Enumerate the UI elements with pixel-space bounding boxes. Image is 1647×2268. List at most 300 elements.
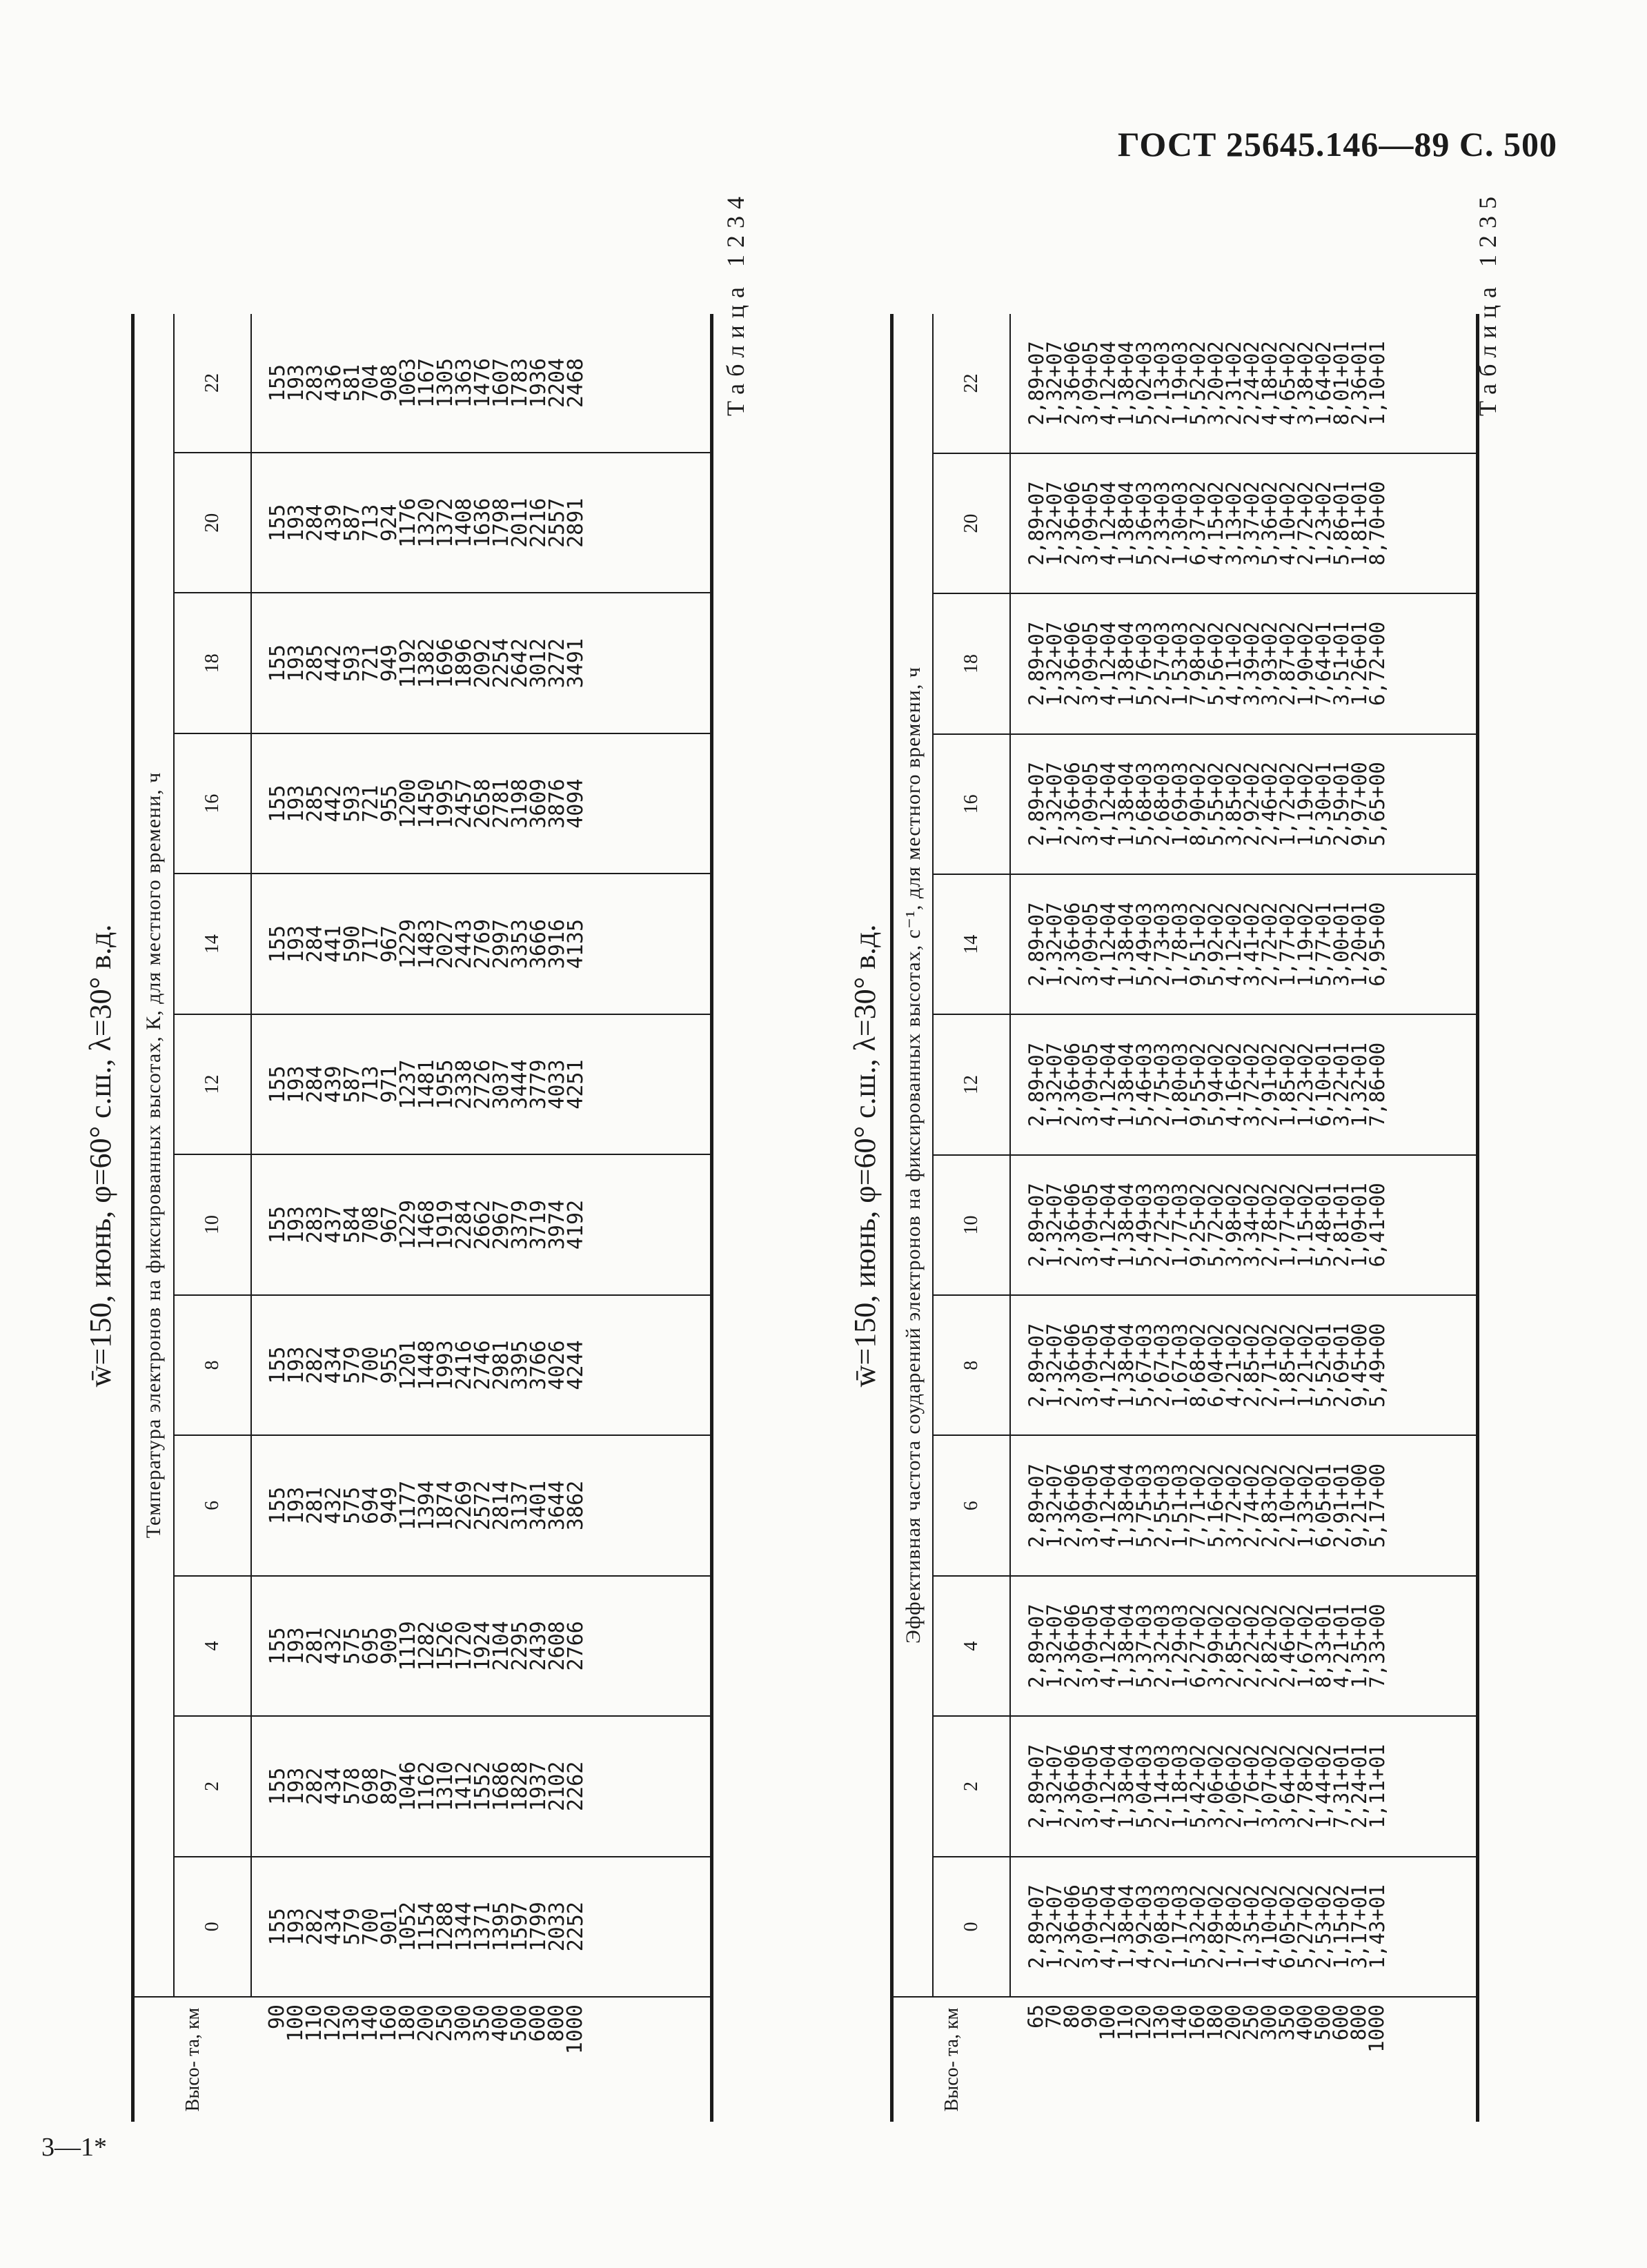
table-cell: 3,39+02 <box>1240 621 1263 707</box>
table-cell: 5,92+02 <box>1204 902 1227 987</box>
table-cell: 442 <box>322 644 346 682</box>
table-cell: 2,46+02 <box>1276 1604 1299 1688</box>
table-cell: 155 <box>266 1205 290 1244</box>
value-column <box>1010 453 1478 593</box>
table-cell: 1,67+02 <box>1294 1604 1317 1688</box>
table-cell: 1,64+02 <box>1312 341 1335 426</box>
table-cell: 1192 <box>396 638 420 689</box>
table-cell: 897 <box>377 1767 402 1805</box>
altitude-value: 200 <box>1221 2004 1245 2041</box>
table-cell: 9,25+02 <box>1186 1183 1210 1268</box>
table-cell: 3037 <box>489 1059 513 1110</box>
table-cell: 1154 <box>415 1902 439 1952</box>
table-cell: 2,36+06 <box>1061 902 1084 987</box>
table-cell: 281 <box>303 1486 327 1525</box>
table-cell: 5,76+03 <box>1132 621 1156 707</box>
table-cell: 7,31+01 <box>1330 1744 1353 1829</box>
table-1235 <box>890 314 1479 2122</box>
table-cell: 4,12+04 <box>1096 1604 1120 1688</box>
table-cell: 4,21+01 <box>1330 1604 1353 1688</box>
table-cell: 2,69+01 <box>1330 1323 1353 1408</box>
table-cell: 3916 <box>545 918 569 969</box>
table-cell: 3,72+02 <box>1240 1042 1263 1127</box>
table-cell: 1201 <box>396 1340 420 1390</box>
table-cell: 2252 <box>564 1902 588 1952</box>
altitude-value: 160 <box>377 2004 401 2042</box>
table-cell: 3,09+05 <box>1078 1323 1102 1408</box>
table-cell: 284 <box>303 504 327 542</box>
table-cell: 1,21+02 <box>1294 1323 1317 1408</box>
table-cell: 193 <box>284 364 308 402</box>
hour-header: 10 <box>933 1155 1010 1295</box>
table-cell: 4251 <box>564 1059 588 1110</box>
table-cell: 9,21+00 <box>1348 1463 1371 1548</box>
altitude-value: 90 <box>1078 2004 1101 2029</box>
table-cell: 5,72+02 <box>1204 1183 1227 1268</box>
table-cell: 1395 <box>489 1902 513 1952</box>
value-column <box>1010 314 1478 453</box>
table-cell: 590 <box>340 925 364 963</box>
table-cell: 3,51+01 <box>1330 621 1353 707</box>
altitude-value: 350 <box>1275 2004 1299 2041</box>
table-cell: 1,77+03 <box>1168 1183 1192 1268</box>
table-cell: 579 <box>340 1346 364 1384</box>
altitude-value: 600 <box>526 2004 550 2042</box>
table-cell: 193 <box>284 1908 308 1946</box>
table-cell: 4,12+04 <box>1096 1884 1120 1969</box>
table-cell: 1162 <box>415 1761 439 1811</box>
value-column <box>251 1857 712 1997</box>
hour-header: 8 <box>933 1295 1010 1435</box>
table-cell: 1798 <box>489 497 513 548</box>
table-cell: 4,12+04 <box>1096 341 1120 426</box>
table-cell: 2,89+07 <box>1025 1183 1048 1268</box>
table-cell: 4244 <box>564 1340 588 1390</box>
value-column <box>1010 1576 1478 1716</box>
table-cell: 193 <box>284 1486 308 1525</box>
table-cell: 1,38+04 <box>1114 1463 1138 1548</box>
table-cell: 1,38+04 <box>1114 341 1138 426</box>
table-cell: 2,85+02 <box>1240 1323 1263 1408</box>
table-cell: 155 <box>266 1627 290 1665</box>
table-cell: 3,41+02 <box>1240 902 1263 987</box>
table-cell: 1408 <box>452 497 476 548</box>
altitude-value: 100 <box>284 2004 308 2042</box>
table-cell: 2662 <box>471 1199 495 1250</box>
table-cell: 193 <box>284 925 308 963</box>
altitude-value: 100 <box>1096 2004 1119 2041</box>
table-1234-caption: Температура электронов на фиксированных высотах, К, для местного времени, ч <box>133 314 175 1997</box>
table-cell: 2295 <box>508 1621 532 1671</box>
table-cell: 1,19+03 <box>1168 341 1192 426</box>
table-cell: 193 <box>284 1767 308 1805</box>
table-cell: 2416 <box>452 1340 476 1390</box>
table-cell: 3,09+05 <box>1078 902 1102 987</box>
table-cell: 4,12+04 <box>1096 1323 1120 1408</box>
table-cell: 3272 <box>545 638 569 689</box>
table-cell: 1,32+07 <box>1043 1604 1066 1688</box>
table-cell: 3,09+05 <box>1078 621 1102 707</box>
table-cell: 8,33+01 <box>1312 1604 1335 1688</box>
table-cell: 2,13+03 <box>1150 341 1174 426</box>
table-cell: 2814 <box>489 1480 513 1531</box>
table-cell: 967 <box>377 1205 402 1244</box>
table-cell: 2,89+07 <box>1025 902 1048 987</box>
table-cell: 155 <box>266 364 290 402</box>
table-cell: 2,92+02 <box>1240 762 1263 847</box>
table-cell: 3379 <box>508 1199 532 1250</box>
table-cell: 4192 <box>564 1199 588 1250</box>
table-cell: 155 <box>266 1908 290 1946</box>
table-cell: 1476 <box>471 357 495 408</box>
table-cell: 3491 <box>564 638 588 689</box>
table-cell: 9,55+02 <box>1186 1042 1210 1127</box>
table-cell: 967 <box>377 925 402 963</box>
table-cell: 1450 <box>415 778 439 829</box>
table-cell: 3876 <box>545 778 569 829</box>
table-cell: 1167 <box>415 357 439 408</box>
table-cell: 1636 <box>471 497 495 548</box>
table-cell: 1783 <box>508 357 532 408</box>
table-cell: 1607 <box>489 357 513 408</box>
table-cell: 1,32+07 <box>1043 621 1066 707</box>
table-cell: 1229 <box>396 918 420 969</box>
table-cell: 1955 <box>433 1059 457 1110</box>
table-cell: 1,32+07 <box>1043 1884 1066 1969</box>
table-cell: 2,72+03 <box>1150 1183 1174 1268</box>
table-cell: 2,82+02 <box>1258 1604 1281 1688</box>
table-cell: 1,43+01 <box>1365 1884 1389 1969</box>
table-cell: 955 <box>377 1346 402 1384</box>
table-cell: 3,20+02 <box>1204 341 1227 426</box>
table-cell: 2997 <box>489 918 513 969</box>
hour-header: 22 <box>933 314 1010 453</box>
table-cell: 2,89+02 <box>1204 1884 1227 1969</box>
table-cell: 2262 <box>564 1761 588 1811</box>
table-cell: 2027 <box>433 918 457 969</box>
table-cell: 584 <box>340 1205 364 1244</box>
altitude-value: 300 <box>1257 2004 1281 2041</box>
table-cell: 717 <box>359 925 383 963</box>
table-cell: 3,09+05 <box>1078 341 1102 426</box>
table-cell: 909 <box>377 1627 402 1665</box>
altitude-value: 120 <box>1132 2004 1155 2041</box>
table-1235-hours-row <box>933 314 1010 2122</box>
altitude-value: 80 <box>1060 2004 1083 2029</box>
table-cell: 1,09+01 <box>1348 1183 1371 1268</box>
table-cell: 1229 <box>396 1199 420 1250</box>
value-column <box>251 1154 712 1294</box>
table-cell: 2,91+02 <box>1258 1042 1281 1127</box>
table-cell: 3,93+02 <box>1258 621 1281 707</box>
table-cell: 5,30+01 <box>1312 762 1335 847</box>
table-cell: 1,32+07 <box>1043 1042 1066 1127</box>
hour-header: 2 <box>933 1716 1010 1856</box>
altitude-value: 400 <box>489 2004 513 2042</box>
table-cell: 4033 <box>545 1059 569 1110</box>
table-cell: 1,20+01 <box>1348 902 1371 987</box>
table-cell: 3,34+02 <box>1240 1183 1263 1268</box>
table-cell: 5,67+03 <box>1132 1323 1156 1408</box>
table-cell: 1,15+02 <box>1294 1183 1317 1268</box>
table-cell: 1,38+04 <box>1114 1744 1138 1829</box>
table-1235-caption: Эффективная частота соударений электронов на фиксированных высотах, с⁻¹, для местного времени, ч <box>892 314 934 1997</box>
table-cell: 694 <box>359 1486 383 1525</box>
table-cell: 1526 <box>433 1621 457 1671</box>
altitude-value: 120 <box>321 2004 345 2042</box>
table-cell: 1,44+02 <box>1312 1744 1335 1829</box>
table-cell: 2,85+02 <box>1222 1604 1245 1688</box>
table-cell: 700 <box>359 1346 383 1384</box>
table-cell: 2,89+07 <box>1025 621 1048 707</box>
table-cell: 2,06+02 <box>1222 1744 1245 1829</box>
table-cell: 9,45+00 <box>1348 1323 1371 1408</box>
altitude-value: 140 <box>1167 2004 1191 2041</box>
table-cell: 1,38+04 <box>1114 1042 1138 1127</box>
table-cell: 2204 <box>545 357 569 408</box>
table-cell: 4,12+04 <box>1096 1744 1120 1829</box>
table-cell: 2011 <box>508 497 532 548</box>
table-cell: 5,36+02 <box>1258 481 1281 566</box>
table-cell: 4,12+04 <box>1096 902 1120 987</box>
table-cell: 155 <box>266 1346 290 1384</box>
table-cell: 7,64+01 <box>1312 621 1335 707</box>
hour-header: 14 <box>174 874 251 1014</box>
table-cell: 575 <box>340 1627 364 1665</box>
table-cell: 2,73+03 <box>1150 902 1174 987</box>
table-cell: 1,53+03 <box>1168 621 1192 707</box>
altitude-value: 800 <box>1347 2004 1370 2041</box>
value-column <box>1010 1295 1478 1435</box>
table-cell: 3,85+02 <box>1222 762 1245 847</box>
table-cell: 4,18+02 <box>1258 341 1281 426</box>
table-cell: 6,41+00 <box>1365 1183 1389 1268</box>
table-cell: 4135 <box>564 918 588 969</box>
value-column <box>1010 1155 1478 1295</box>
table-cell: 9,51+02 <box>1186 902 1210 987</box>
table-cell: 2,89+07 <box>1025 1744 1048 1829</box>
table-cell: 2,81+01 <box>1330 1183 1353 1268</box>
table-cell: 2,36+06 <box>1061 1042 1084 1127</box>
table-cell: 1237 <box>396 1059 420 1110</box>
altitude-value: 180 <box>395 2004 420 2042</box>
table-cell: 1,18+03 <box>1168 1744 1192 1829</box>
table-cell: 2,87+02 <box>1276 621 1299 707</box>
table-cell: 587 <box>340 504 364 542</box>
table-cell: 1,33+02 <box>1294 1463 1317 1548</box>
table-cell: 7,33+00 <box>1365 1604 1389 1688</box>
table-cell: 5,49+03 <box>1132 902 1156 987</box>
table-cell: 1,26+01 <box>1348 621 1371 707</box>
table-cell: 908 <box>377 364 402 402</box>
table-cell: 1,17+03 <box>1168 1884 1192 1969</box>
table-cell: 3609 <box>526 778 551 829</box>
hour-header: 10 <box>174 1154 251 1294</box>
page-folio: 3—1* <box>41 2133 107 2162</box>
table-cell: 2891 <box>564 497 588 548</box>
table-cell: 5,46+03 <box>1132 1042 1156 1127</box>
table-cell: 1720 <box>452 1621 476 1671</box>
table-cell: 193 <box>284 504 308 542</box>
table-cell: 439 <box>322 1065 346 1103</box>
table-cell: 2,83+02 <box>1258 1463 1281 1548</box>
table-cell: 2,75+03 <box>1150 1042 1174 1127</box>
table-cell: 284 <box>303 925 327 963</box>
table-cell: 6,95+00 <box>1365 902 1389 987</box>
table-cell: 5,52+02 <box>1186 341 1210 426</box>
table-cell: 3766 <box>526 1340 551 1390</box>
table-cell: 1063 <box>396 357 420 408</box>
table-cell: 3,06+02 <box>1204 1744 1227 1829</box>
table-cell: 1,38+04 <box>1114 1604 1138 1688</box>
table-1235-label: Таблица 1235 <box>1474 190 1501 416</box>
table-cell: 575 <box>340 1486 364 1525</box>
value-column <box>251 314 712 453</box>
value-column <box>251 1716 712 1856</box>
table-cell: 1696 <box>433 638 457 689</box>
table-cell: 1,29+03 <box>1168 1604 1192 1688</box>
table-cell: 1,32+07 <box>1043 1463 1066 1548</box>
table-cell: 1305 <box>433 357 457 408</box>
table-cell: 700 <box>359 1908 383 1946</box>
table-cell: 439 <box>322 504 346 542</box>
table-cell: 3,07+02 <box>1258 1744 1281 1829</box>
table-cell: 2,08+03 <box>1150 1884 1174 1969</box>
table-cell: 2766 <box>564 1621 588 1671</box>
table-cell: 1363 <box>452 357 476 408</box>
value-column <box>1010 1014 1478 1154</box>
table-cell: 2572 <box>471 1480 495 1531</box>
table-cell: 434 <box>322 1908 346 1946</box>
table-cell: 579 <box>340 1908 364 1946</box>
table-cell: 1177 <box>396 1480 420 1531</box>
table-cell: 2104 <box>489 1621 513 1671</box>
table-cell: 2269 <box>452 1480 476 1531</box>
table-cell: 2746 <box>471 1340 495 1390</box>
table-cell: 2,36+01 <box>1348 341 1371 426</box>
table-cell: 2,89+07 <box>1025 1604 1048 1688</box>
table-cell: 901 <box>377 1908 402 1946</box>
table-cell: 1468 <box>415 1199 439 1250</box>
table-cell: 2457 <box>452 778 476 829</box>
table-cell: 283 <box>303 364 327 402</box>
table-cell: 6,10+01 <box>1312 1042 1335 1127</box>
table-cell: 1,38+04 <box>1114 1183 1138 1268</box>
hour-header: 4 <box>933 1576 1010 1716</box>
table-cell: 2033 <box>545 1902 569 1952</box>
table-cell: 3,09+05 <box>1078 1463 1102 1548</box>
table-cell: 2,89+07 <box>1025 762 1048 847</box>
table-cell: 4,12+02 <box>1222 902 1245 987</box>
table-cell: 1,11+01 <box>1365 1744 1389 1829</box>
table-cell: 2,24+02 <box>1240 341 1263 426</box>
table-cell: 432 <box>322 1486 346 1525</box>
table-cell: 1,23+02 <box>1294 1042 1317 1127</box>
table-cell: 3353 <box>508 918 532 969</box>
table-cell: 193 <box>284 1627 308 1665</box>
altitude-value: 500 <box>1311 2004 1334 2041</box>
altitude-value: 400 <box>1293 2004 1316 2041</box>
table-cell: 1,81+01 <box>1348 481 1371 566</box>
value-column <box>251 453 712 593</box>
table-cell: 1481 <box>415 1059 439 1110</box>
table-cell: 2,36+06 <box>1061 481 1084 566</box>
table-cell: 1344 <box>452 1902 476 1952</box>
table-cell: 2,59+01 <box>1330 762 1353 847</box>
table-cell: 1,38+04 <box>1114 762 1138 847</box>
table-cell: 2,89+07 <box>1025 1463 1048 1548</box>
table-cell: 1,32+07 <box>1043 1323 1066 1408</box>
table-cell: 193 <box>284 644 308 682</box>
value-column <box>1010 593 1478 733</box>
table-cell: 1686 <box>489 1761 513 1811</box>
table-cell: 155 <box>266 1486 290 1525</box>
altitude-value: 130 <box>339 2004 364 2042</box>
table-cell: 2439 <box>526 1621 551 1671</box>
table-cell: 593 <box>340 785 364 822</box>
table-cell: 1046 <box>396 1761 420 1811</box>
value-column <box>251 1576 712 1716</box>
table-cell: 2,36+06 <box>1061 1744 1084 1829</box>
altitude-value: 140 <box>358 2004 382 2042</box>
table-cell: 2,46+02 <box>1258 762 1281 847</box>
table-cell: 2,78+02 <box>1258 1183 1281 1268</box>
table-cell: 5,17+00 <box>1365 1463 1389 1548</box>
altitude-value: 300 <box>451 2004 475 2042</box>
table-cell: 155 <box>266 1767 290 1805</box>
table-cell: 695 <box>359 1627 383 1665</box>
table-cell: 3,09+05 <box>1078 1604 1102 1688</box>
table-cell: 1,19+02 <box>1294 762 1317 847</box>
table-cell: 4,10+02 <box>1258 1884 1281 1969</box>
altitude-column <box>251 1997 712 2122</box>
table-cell: 3,09+05 <box>1078 481 1102 566</box>
table-cell: 7,71+02 <box>1186 1463 1210 1548</box>
table-cell: 1,76+02 <box>1240 1744 1263 1829</box>
table-cell: 2,89+07 <box>1025 341 1048 426</box>
table-cell: 721 <box>359 644 383 682</box>
hour-header: 14 <box>933 874 1010 1014</box>
altitude-value: 250 <box>1239 2004 1263 2041</box>
table-cell: 1936 <box>526 357 551 408</box>
table-cell: 2,36+06 <box>1061 762 1084 847</box>
table-cell: 3012 <box>526 638 551 689</box>
table-cell: 578 <box>340 1767 364 1805</box>
page-header: ГОСТ 25645.146—89 С. 500 <box>1117 125 1557 164</box>
table-cell: 1282 <box>415 1621 439 1671</box>
table-cell: 436 <box>322 364 346 402</box>
table-cell: 5,77+01 <box>1312 902 1335 987</box>
table-cell: 4,10+02 <box>1276 481 1299 566</box>
table-cell: 1919 <box>433 1199 457 1250</box>
table-cell: 3401 <box>526 1480 551 1531</box>
table-cell: 1,35+02 <box>1240 1884 1263 1969</box>
value-column <box>251 733 712 874</box>
table-cell: 2,78+02 <box>1294 1744 1317 1829</box>
table-cell: 442 <box>322 785 346 822</box>
table-cell: 1,67+03 <box>1168 1323 1192 1408</box>
table-cell: 5,37+03 <box>1132 1604 1156 1688</box>
table-cell: 5,49+00 <box>1365 1323 1389 1408</box>
table-cell: 593 <box>340 644 364 682</box>
value-column <box>1010 874 1478 1014</box>
table-cell: 285 <box>303 644 327 682</box>
table-cell: 3,99+02 <box>1204 1604 1227 1688</box>
table-cell: 3666 <box>526 918 551 969</box>
table-cell: 2,72+02 <box>1294 481 1317 566</box>
table-cell: 3,72+02 <box>1222 1463 1245 1548</box>
table-cell: 6,72+00 <box>1365 621 1389 707</box>
